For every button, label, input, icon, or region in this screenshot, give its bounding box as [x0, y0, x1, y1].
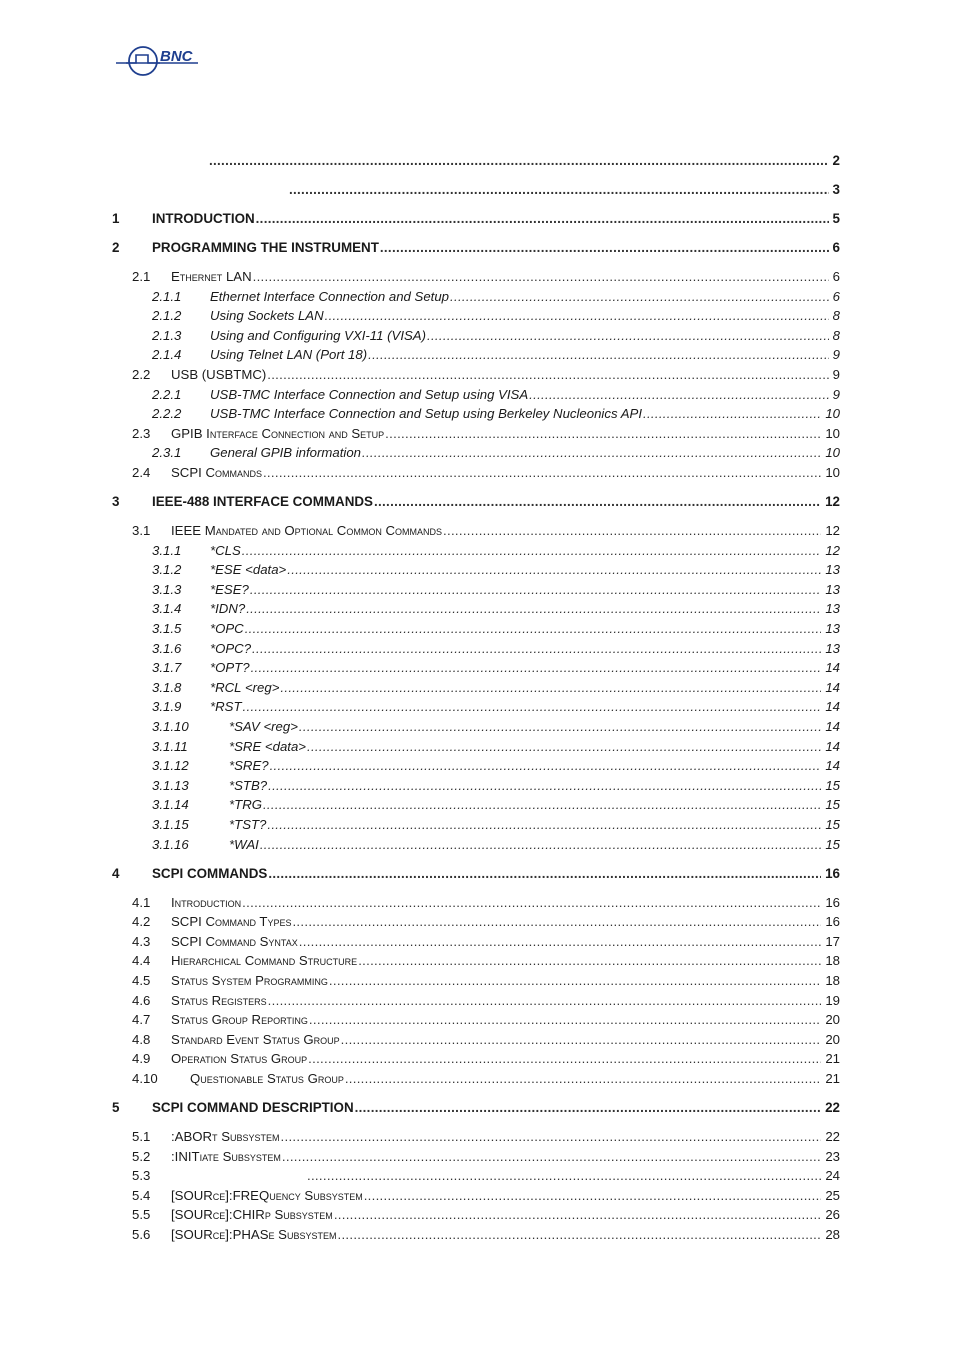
toc-dot-leader	[374, 494, 821, 509]
toc-number: 5	[112, 1100, 120, 1115]
toc-number: 4.8	[132, 1031, 151, 1047]
toc-dot-leader	[251, 660, 822, 675]
toc-page-number: 14	[825, 758, 840, 774]
toc-page-number: 28	[825, 1227, 840, 1242]
toc-page-number: 15	[825, 836, 840, 852]
toc-dot-leader	[443, 523, 821, 538]
toc-page-number: 21	[825, 1071, 840, 1086]
toc-dot-leader	[242, 543, 822, 558]
toc-dot-leader	[209, 153, 829, 168]
toc-number: 2.2.2	[152, 406, 182, 422]
toc-number: 4.1	[132, 894, 151, 910]
toc-page-number: 14	[825, 660, 840, 676]
toc-dot-leader	[256, 211, 829, 226]
toc-number: 3.1.14	[152, 797, 189, 813]
toc-title: PROGRAMMING THE INSTRUMENT	[152, 240, 379, 255]
toc-page-number: 12	[825, 494, 840, 509]
toc-page-number: 5	[832, 211, 840, 226]
toc-page-number: 19	[825, 992, 840, 1008]
toc-number: 2.2	[132, 367, 151, 382]
toc-title: Status Registers	[171, 992, 267, 1008]
toc-dot-leader	[268, 993, 822, 1008]
toc-dot-leader	[280, 680, 821, 695]
toc-entry[interactable]	[288, 179, 840, 197]
toc-page-number: 13	[825, 640, 840, 656]
toc-title: *CLS	[210, 542, 241, 558]
toc-dot-leader	[263, 797, 821, 812]
toc-number: 2.4	[132, 465, 151, 480]
toc-entry[interactable]	[112, 442, 840, 460]
toc-page-number: 3	[832, 182, 840, 197]
toc-dot-leader	[341, 1032, 822, 1047]
toc-number: 3.1.8	[152, 679, 182, 695]
toc-number: 2.1.2	[152, 308, 182, 324]
toc-title: *RCL <reg>	[210, 679, 280, 695]
toc-title: GPIB Interface Connection and Setup	[171, 425, 385, 441]
toc-title: SCPI Commands	[171, 465, 262, 480]
toc-page-number: 15	[825, 817, 840, 832]
toc-number: 3.1.6	[152, 640, 182, 656]
toc-title: *ESE <data>	[210, 562, 287, 578]
toc-page-number: 20	[825, 1031, 840, 1047]
toc-dot-leader	[325, 308, 829, 323]
toc-dot-leader	[267, 367, 828, 382]
toc-entry[interactable]	[112, 696, 840, 714]
toc-entry[interactable]	[112, 579, 840, 597]
toc-number: 4.4	[132, 953, 151, 969]
toc-number: 2.1.3	[152, 327, 182, 343]
toc-number: 2.1.4	[152, 347, 182, 363]
toc-title: :ABORt Subsystem	[171, 1129, 280, 1144]
toc-number: 4.3	[132, 933, 151, 949]
toc-title: *OPC	[210, 621, 244, 636]
toc-title: SCPI Command Types	[171, 914, 292, 930]
toc-page-number: 9	[832, 347, 840, 363]
toc-title: *WAI	[229, 836, 259, 852]
toc-page-number: 24	[825, 1168, 840, 1184]
toc-entry[interactable]	[112, 834, 840, 852]
toc-dot-leader	[267, 817, 821, 832]
toc-dot-leader	[287, 562, 821, 577]
toc-number: 3.1.1	[152, 542, 182, 558]
toc-title: [SOURce]:FREQuency Subsystem	[171, 1187, 363, 1203]
toc-page-number: 22	[825, 1129, 840, 1144]
toc-page-number: 21	[825, 1051, 840, 1067]
toc-title: Standard Event Status Group	[171, 1031, 340, 1047]
toc-page-number: 6	[832, 269, 840, 284]
toc-number: 3.1.2	[152, 562, 182, 578]
toc-number: 3.1.9	[152, 699, 182, 715]
toc-number: 2.3.1	[152, 445, 182, 461]
toc-entry[interactable]	[112, 892, 840, 910]
toc-number: 1	[112, 211, 120, 226]
toc-dot-leader	[309, 1012, 821, 1027]
toc-dot-leader	[243, 699, 822, 714]
toc-dot-leader	[260, 837, 822, 852]
toc-title: *IDN?	[210, 601, 246, 617]
toc-dot-leader	[334, 1207, 822, 1222]
toc-dot-leader	[362, 445, 821, 460]
toc-dot-leader	[308, 1051, 821, 1066]
toc-dot-leader	[268, 778, 821, 793]
toc-entry[interactable]	[112, 970, 840, 988]
toc-number: 3.1.11	[152, 738, 188, 754]
toc-entry[interactable]	[112, 1009, 840, 1027]
toc-entry[interactable]	[112, 423, 840, 441]
toc-title: Ethernet LAN	[171, 269, 252, 284]
toc-page-number: 14	[825, 679, 840, 695]
toc-page-number: 9	[832, 367, 840, 382]
toc-entry[interactable]	[112, 931, 840, 949]
toc-entry[interactable]	[112, 990, 840, 1008]
toc-dot-leader	[337, 1227, 821, 1242]
toc-title: Status System Programming	[171, 973, 328, 988]
toc-number: 4.10	[132, 1071, 158, 1086]
toc-title: Status Group Reporting	[171, 1012, 308, 1028]
toc-title: SCPI COMMANDS	[152, 865, 268, 881]
toc-entry[interactable]	[112, 1204, 840, 1222]
toc-entry[interactable]	[112, 266, 840, 284]
toc-entry[interactable]	[112, 305, 840, 323]
toc-number: 3.1.5	[152, 621, 182, 636]
toc-entry[interactable]	[112, 1185, 840, 1203]
toc-number: 3.1.7	[152, 660, 182, 676]
toc-page-number: 6	[832, 288, 840, 304]
toc-number: 4.2	[132, 914, 151, 930]
toc-page-number: 14	[825, 699, 840, 715]
toc-page-number: 14	[825, 738, 840, 754]
toc-number: 3.1.15	[152, 817, 189, 832]
toc-page-number: 20	[825, 1012, 840, 1028]
toc-page-number: 13	[825, 601, 840, 617]
toc-dot-leader	[355, 1100, 821, 1115]
logo-text: BNC	[160, 48, 193, 65]
toc-number: 4.9	[132, 1051, 151, 1067]
toc-page-number: 10	[825, 425, 840, 441]
toc-number: 3.1.12	[152, 758, 189, 774]
toc-entry[interactable]	[112, 344, 840, 362]
toc-page-number: 25	[825, 1187, 840, 1203]
toc-dot-leader	[358, 953, 821, 968]
toc-page-number: 13	[825, 621, 840, 636]
toc-number: 3.1	[132, 523, 151, 538]
toc-number: 2.3	[132, 425, 151, 441]
toc-entry[interactable]	[112, 325, 840, 343]
toc-entry[interactable]	[112, 1146, 840, 1164]
toc-entry[interactable]	[112, 814, 840, 832]
toc-entry[interactable]	[112, 863, 840, 881]
toc-dot-leader	[299, 934, 822, 949]
toc-title: *OPC?	[210, 640, 252, 656]
toc-title: IEEE Mandated and Optional Common Commands	[171, 523, 443, 538]
toc-title: *OPT?	[210, 660, 250, 676]
toc-entry[interactable]	[112, 716, 840, 734]
toc-dot-leader	[253, 269, 829, 284]
toc-title: SCPI COMMAND DESCRIPTION	[152, 1100, 354, 1115]
toc-title: *TRG	[229, 797, 262, 813]
toc-number: 2.2.1	[152, 386, 182, 402]
toc-title: Introduction	[171, 894, 242, 910]
toc-dot-leader	[246, 601, 821, 616]
toc-page-number: 17	[825, 933, 840, 949]
toc-number: 5.5	[132, 1207, 151, 1223]
toc-dot-leader	[329, 973, 821, 988]
toc-dot-leader	[643, 406, 821, 421]
toc-entry[interactable]	[112, 462, 840, 480]
toc-title: USB-TMC Interface Connection and Setup using Berkeley Nucleonics API	[210, 406, 642, 422]
toc-dot-leader	[427, 328, 829, 343]
toc-page-number: 16	[825, 914, 840, 930]
toc-title: USB-TMC Interface Connection and Setup using VISA	[210, 386, 529, 402]
toc-dot-leader	[345, 1071, 822, 1086]
toc-title: INTRODUCTION	[152, 211, 255, 226]
toc-entry[interactable]	[112, 1165, 840, 1183]
toc-page-number: 26	[825, 1207, 840, 1223]
toc-page-number: 8	[832, 308, 840, 324]
toc-page-number: 12	[825, 523, 840, 538]
toc-title: *TST?	[229, 817, 267, 832]
toc-title: *SRE <data>	[229, 738, 306, 754]
toc-entry[interactable]	[112, 638, 840, 656]
toc-page-number: 8	[832, 327, 840, 343]
toc-dot-leader	[364, 1188, 822, 1203]
toc-page-number: 10	[825, 445, 840, 461]
toc-title: [SOURce]:CHIRp Subsystem	[171, 1207, 333, 1223]
toc-page-number: 15	[825, 797, 840, 813]
toc-title: *SAV <reg>	[229, 719, 298, 734]
toc-page-number: 12	[825, 542, 840, 558]
toc-page-number: 13	[825, 562, 840, 578]
toc-dot-leader	[450, 289, 829, 304]
toc-entry[interactable]	[208, 150, 840, 168]
toc-entry[interactable]	[112, 775, 840, 793]
toc-page-number: 6	[832, 240, 840, 255]
toc-dot-leader	[289, 182, 829, 197]
toc-entry[interactable]	[112, 540, 840, 558]
toc-dot-leader	[242, 895, 821, 910]
toc-entry[interactable]	[112, 755, 840, 773]
toc-entry[interactable]	[112, 618, 840, 636]
toc-page-number: 16	[825, 894, 840, 910]
toc-entry[interactable]	[112, 403, 840, 421]
toc-title: Questionable Status Group	[190, 1071, 344, 1086]
toc-number: 3.1.10	[152, 719, 189, 734]
toc-title: [SOURce]:PHASe Subsystem	[171, 1227, 337, 1242]
toc-page-number: 13	[825, 581, 840, 597]
toc-entry[interactable]	[112, 559, 840, 577]
toc-title: *ESE?	[210, 581, 249, 597]
toc-page-number: 22	[825, 1100, 840, 1115]
toc-entry[interactable]	[112, 736, 840, 754]
toc-dot-leader	[529, 387, 829, 402]
toc-number: 5.3	[132, 1168, 151, 1184]
toc-number: 5.6	[132, 1227, 151, 1242]
toc-title: SCPI Command Syntax	[171, 933, 298, 949]
toc-title: USB (USBTMC)	[171, 367, 267, 382]
toc-number: 2.1	[132, 269, 151, 284]
toc-number: 2	[112, 240, 120, 255]
toc-dot-leader	[385, 426, 821, 441]
toc-title: General GPIB information	[210, 445, 361, 461]
toc-page-number: 15	[825, 777, 840, 793]
toc-entry[interactable]	[112, 491, 840, 509]
toc-number: 3	[112, 494, 120, 509]
toc-number: 3.1.3	[152, 581, 182, 597]
toc-number: 5.1	[132, 1129, 151, 1144]
toc-number: 5.2	[132, 1148, 151, 1164]
toc-entry[interactable]	[112, 1126, 840, 1144]
toc-dot-leader	[380, 240, 829, 255]
toc-page-number: 16	[825, 865, 840, 881]
toc-entry[interactable]	[112, 1097, 840, 1115]
toc-entry[interactable]	[112, 286, 840, 304]
toc-page-number: 2	[832, 153, 840, 168]
toc-number: 4.7	[132, 1012, 151, 1028]
toc-dot-leader	[252, 641, 821, 656]
toc-number: 4	[112, 865, 120, 881]
toc-title: Using Sockets LAN	[210, 308, 324, 324]
toc-dot-leader	[245, 621, 822, 636]
toc-entry[interactable]	[112, 1048, 840, 1066]
toc-dot-leader	[282, 1149, 821, 1164]
toc-title: Using Telnet LAN (Port 18)	[210, 347, 368, 363]
toc-entry[interactable]	[112, 657, 840, 675]
toc-title: *RST	[210, 699, 242, 715]
toc-number: 5.4	[132, 1187, 151, 1203]
toc-dot-leader	[307, 739, 821, 754]
toc-entry[interactable]	[112, 1224, 840, 1242]
toc-dot-leader	[263, 465, 821, 480]
toc-number: 4.6	[132, 992, 151, 1008]
toc-entry[interactable]	[112, 911, 840, 929]
toc-entry[interactable]	[112, 1029, 840, 1047]
toc-entry[interactable]	[112, 598, 840, 616]
toc-page-number: 18	[825, 953, 840, 969]
toc-page-number: 14	[825, 719, 840, 734]
toc-title: *SRE?	[229, 758, 269, 774]
toc-entry[interactable]	[112, 364, 840, 382]
toc-entry[interactable]	[112, 794, 840, 812]
toc-title: IEEE-488 INTERFACE COMMANDS	[152, 494, 373, 509]
toc-dot-leader	[270, 758, 822, 773]
toc-entry[interactable]	[112, 237, 840, 255]
toc-page-number: 9	[832, 386, 840, 402]
toc-dot-leader	[281, 1129, 822, 1144]
toc-page-number: 10	[825, 406, 840, 422]
toc-entry[interactable]	[112, 208, 840, 226]
toc-title: Operation Status Group	[171, 1051, 308, 1067]
toc-entry[interactable]	[112, 384, 840, 402]
toc-title: :INITiate Subsystem	[171, 1148, 281, 1164]
toc-dot-leader	[368, 347, 829, 362]
toc-number: 3.1.13	[152, 777, 189, 793]
toc-dot-leader	[250, 582, 821, 597]
toc-title: Hierarchical Command Structure	[171, 953, 358, 969]
toc-dot-leader	[292, 914, 821, 929]
toc-page-number: 10	[825, 465, 840, 480]
toc-title: Ethernet Interface Connection and Setup	[210, 288, 450, 304]
toc-page-number: 18	[825, 973, 840, 988]
toc-dot-leader	[307, 1168, 821, 1183]
toc-entry[interactable]	[112, 520, 840, 538]
toc-number: 3.1.4	[152, 601, 182, 617]
toc-page-number: 23	[825, 1148, 840, 1164]
toc-number: 2.1.1	[152, 288, 182, 304]
toc-title: *STB?	[229, 777, 268, 793]
toc-entry[interactable]	[112, 950, 840, 968]
toc-entry[interactable]	[112, 1068, 840, 1086]
toc-number: 3.1.16	[152, 836, 189, 852]
toc-entry[interactable]	[112, 677, 840, 695]
toc-title: Using and Configuring VXI-11 (VISA)	[210, 327, 426, 343]
toc-dot-leader	[268, 866, 821, 881]
toc-dot-leader	[299, 719, 821, 734]
toc-number: 4.5	[132, 973, 151, 988]
